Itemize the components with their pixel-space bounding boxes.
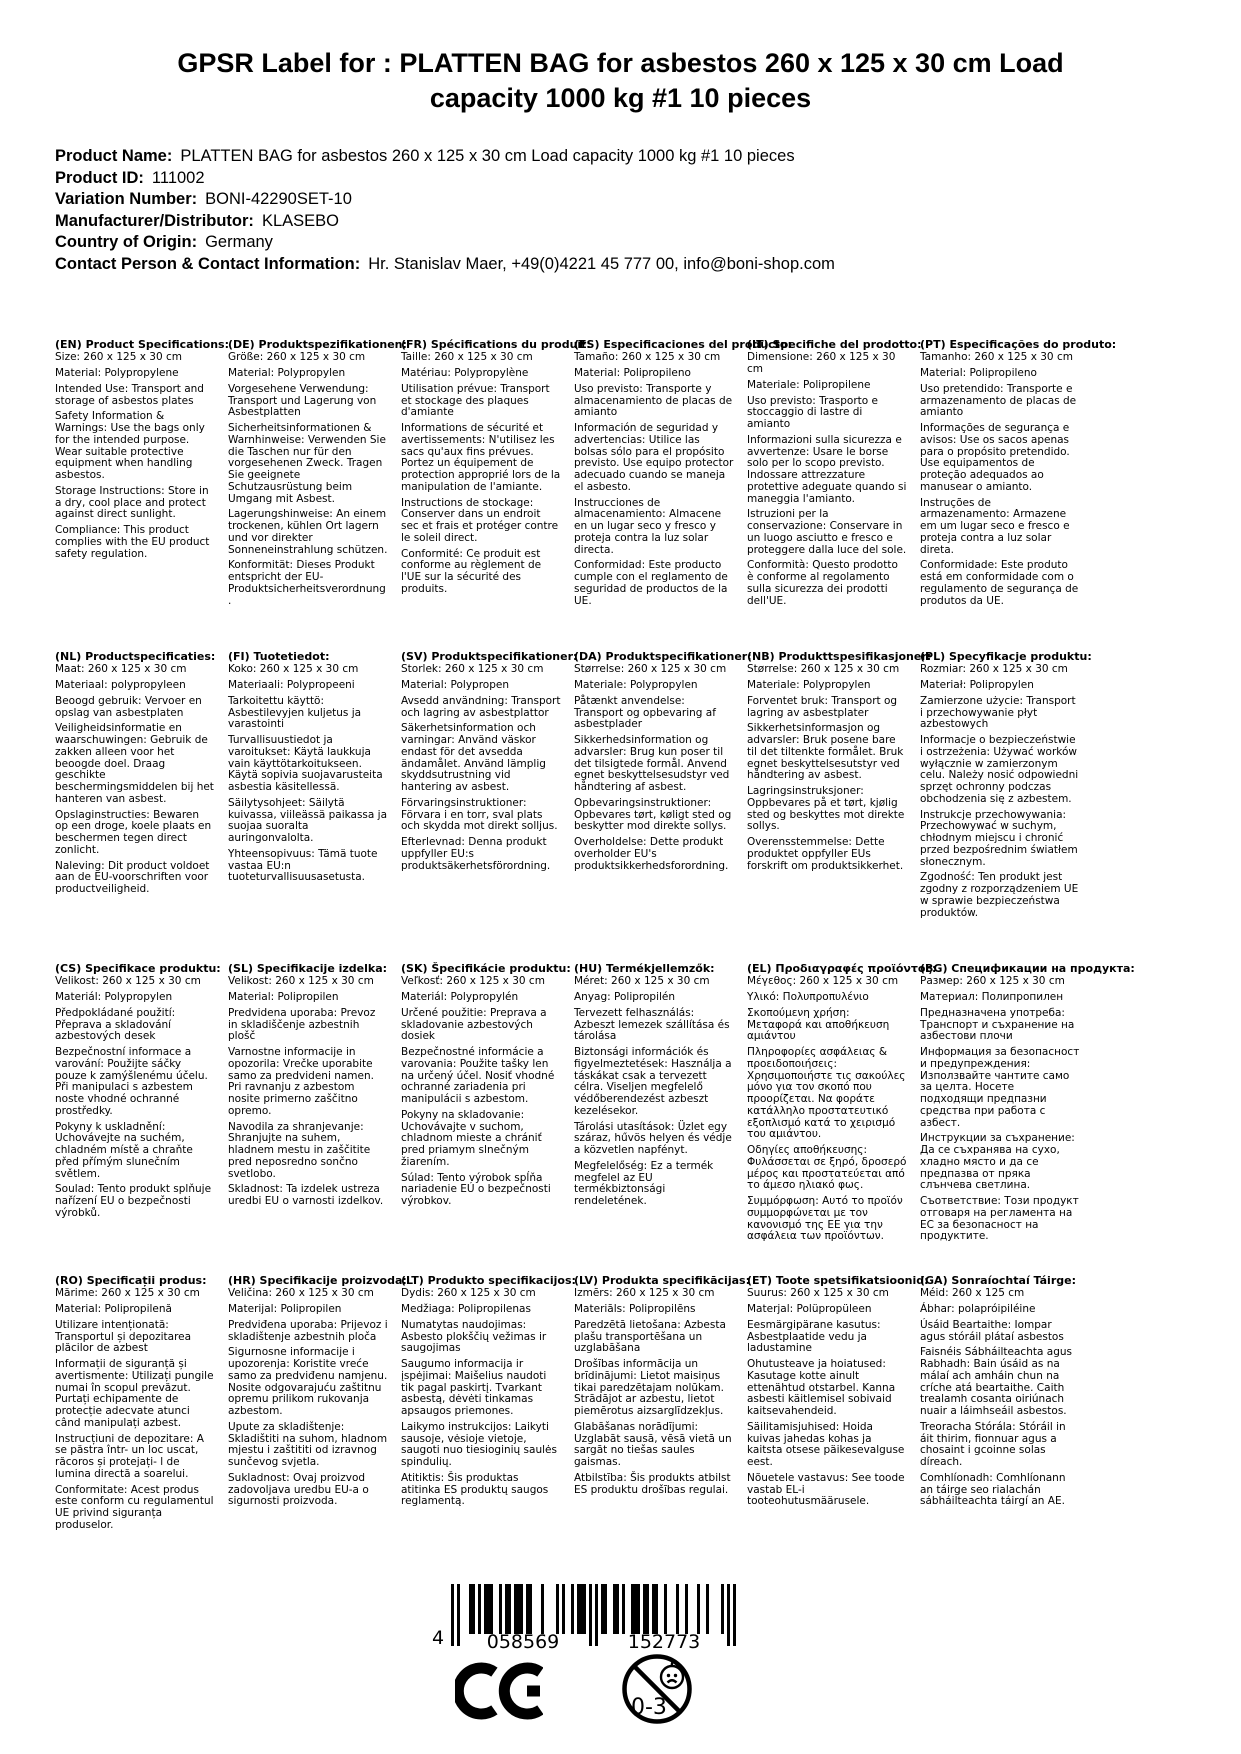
spec-block-header: (HR) Specifikacije proizvoda: (228, 1274, 407, 1287)
manufacturer-label: Manufacturer/Distributor: (55, 211, 254, 230)
spec-block-header: (BG) Спецификации на продукта: (920, 962, 1135, 975)
barcode-right-digits: 152773 (627, 1631, 701, 1650)
spec-paragraph: Størrelse: 260 x 125 x 30 cm (574, 663, 727, 676)
barcode-icon (451, 1584, 736, 1650)
spec-paragraph: Sikkerhedsinformation og advarsler: Brug kun poser til det tilsigtede formål. Anvend egnet beskyttelsesudstyr ved håndtering af asbest. (574, 734, 730, 794)
spec-paragraph: Bezpečnostné informácie a varovania: Použite tašky len na určený účel. Nosiť vhodné ochranné zariadenia pri manipulácii s azbestom. (401, 1046, 555, 1106)
spec-paragraph: Maat: 260 x 125 x 30 cm (55, 663, 187, 676)
spec-paragraph: Laikymo instrukcijos: Laikyti sausoje, vėsioje vietoje, saugoti nuo tiesioginių saulės spindulių. (401, 1420, 557, 1469)
spec-paragraph: Naleving: Dit product voldoet aan de EU-voorschriften voor productveiligheid. (55, 859, 210, 896)
spec-paragraph: Biztonsági információk és figyelmeztetések: Használja a táskákat csak a tervezett célra. Viseljen megfelelő védőberendezést azbeszt kezelésekor. (574, 1046, 732, 1117)
spec-paragraph: Material: Polipropilen (228, 991, 339, 1004)
spec-paragraph: Размер: 260 x 125 x 30 cm (920, 975, 1065, 988)
spec-paragraph: Atitiktis: Šis produktas atitinka ES produktų saugos reglamentą. (401, 1471, 549, 1508)
spec-paragraph: Materiale: Polypropylen (574, 679, 698, 692)
spec-paragraph: Instrukcje przechowywania: Przechowywać w suchym, chłodnym miejscu i chronić przed bezpośrednim światłem słonecznym. (920, 808, 1078, 868)
spec-paragraph: Instrucțiuni de depozitare: A se păstra într- un loc uscat, răcoros și protejați- l de lumina directă a soarelui. (55, 1432, 204, 1480)
spec-paragraph: Informacje o bezpieczeństwie i ostrzeżenia: Używać worków wyłącznie w zamierzonym celu. Należy nosić odpowiedni sprzęt ochronny podczas obchodzenia się z azbestem. (920, 734, 1079, 805)
age-warning-text: 0-3 (631, 1695, 667, 1720)
spec-block-header: (NB) Produkttspesifikasjoner: (747, 650, 932, 663)
spec-paragraph: Conformità: Questo prodotto è conforme al regolamento sulla sicurezza dei prodotti dell'UE. (747, 559, 898, 607)
spec-paragraph: Tárolási utasítások: Üzlet egy száraz, hűvös helyen és védje a közvetlen napfényt. (574, 1120, 732, 1157)
spec-block-sv (401, 650, 578, 963)
spec-paragraph: Méret: 260 x 125 x 30 cm (574, 975, 710, 988)
spec-paragraph: Atbilstība: Šis produkts atbilst ES produktu drošības regulai. (574, 1471, 731, 1496)
spec-paragraph: Istruzioni per la conservazione: Conservare in un luogo asciutto e fresco e proteggere dalla luce del sole. (747, 508, 907, 556)
spec-paragraph: Efterlevnad: Denna produkt uppfyller EU:s produktsäkerhetsförordning. (401, 836, 551, 872)
spec-paragraph: Informații de siguranță și avertismente: Utilizați pungile numai în scopul prevăzut. Purtați echipamente de protecție adecvate atunci când manipulați azbest. (55, 1358, 214, 1429)
spec-paragraph: Materiaal: polypropyleen (55, 679, 186, 692)
spec-paragraph: Material: Polypropen (401, 679, 509, 692)
spec-paragraph: Materiale: Polypropylen (747, 679, 871, 692)
spec-paragraph: Instrucciones de almacenamiento: Almacene en un lugar seco y fresco y proteja contra la luz solar directa. (574, 496, 722, 556)
spec-block-it (747, 338, 922, 651)
spec-paragraph: Comhlíonadh: Comhlíonann an táirge seo rialachán sábháilteachta táirgí an AE. (920, 1471, 1066, 1508)
ce-mark (455, 1662, 543, 1725)
spec-block-header: (EN) Product Specifications: (55, 338, 229, 351)
spec-paragraph: Súlad: Tento výrobok spĺňa nariadenie EÚ o bezpečnosti výrobkov. (401, 1171, 551, 1208)
spec-paragraph: Velikost: 260 x 125 x 30 cm (55, 975, 201, 988)
spec-paragraph: Predvidena uporaba: Prevoz in skladiščenje azbestnih plošč (228, 1006, 376, 1043)
spec-block-header: (HU) Termékjellemzők: (574, 962, 715, 975)
spec-block-header: (IT) Specifiche del prodotto: (747, 338, 922, 351)
spec-block-lt (401, 1274, 576, 1587)
spec-paragraph: Tamanho: 260 x 125 x 30 cm (920, 351, 1073, 364)
spec-paragraph: Sikkerhetsinformasjon og advarsler: Bruk posene bare til det tiltenkte formålet. Bruk egnet beskyttelsesutstyr ved håndtering av asbest. (747, 722, 904, 782)
spec-paragraph: Předpokládané použití: Přeprava a skladování azbestových desek (55, 1006, 176, 1043)
contact-value: Hr. Stanislav Maer, +49(0)4221 45 777 00, info@boni-shop.com (368, 254, 835, 273)
spec-paragraph: Instructions de stockage: Conserver dans un endroit sec et frais et protéger contre le soleil direct. (401, 496, 559, 544)
spec-paragraph: Material: Polipropilenă (55, 1303, 172, 1316)
spec-paragraph: Yhteensopivuus: Tämä tuote vastaa EU:n tuoteturvallisuusasetusta. (228, 847, 378, 884)
spec-paragraph: Предназначена употреба: Транспорт и съхранение на азбестови плочи (920, 1006, 1075, 1043)
spec-paragraph: Size: 260 x 125 x 30 cm (55, 351, 182, 364)
spec-block-header: (NL) Productspecificaties: (55, 650, 216, 663)
spec-paragraph: Paredzētā lietošana: Azbesta plašu transportēšana un uzglabāšana (574, 1318, 726, 1355)
spec-paragraph: Glabāšanas norādījumi: Uzglabāt sausā, vēsā vietā un sargāt no tiešas saules gaismas. (574, 1420, 732, 1469)
spec-paragraph: Uso previsto: Transporte y almacenamiento de placas de amianto (574, 382, 733, 419)
spec-block-header: (CS) Specifikace produktu: (55, 962, 221, 975)
spec-paragraph: Materiál: Polypropylen (55, 991, 173, 1004)
spec-paragraph: Medžiaga: Polipropilenas (401, 1303, 531, 1316)
page-title (0, 46, 1241, 116)
spec-paragraph: Materiál: Polypropylén (401, 991, 519, 1004)
spec-paragraph: Säilytysohjeet: Säilytä kuivassa, viileässä paikassa ja suojaa suoralta auringonvalolta. (228, 796, 388, 845)
spec-paragraph: Opbevaringsinstruktioner: Opbevares tørt, køligt sted og beskytter mod direkte sollys. (574, 796, 732, 833)
spec-paragraph: Größe: 260 x 125 x 30 cm (228, 351, 366, 364)
contact-label: Contact Person & Contact Information: (55, 254, 361, 273)
spec-block-pl (920, 650, 1092, 963)
spec-paragraph: Forventet bruk: Transport og lagring av asbestplater (747, 694, 898, 719)
spec-paragraph: Tarkoitettu käyttö: Asbestilevyjen kuljetus ja varastointi (228, 694, 362, 731)
manufacturer-value: KLASEBO (261, 211, 339, 230)
spec-paragraph: Ábhar: polapróipiléine (920, 1303, 1036, 1316)
spec-paragraph: Materiāls: Polipropilēns (574, 1303, 696, 1316)
spec-paragraph: Lagerungshinweise: An einem trockenen, kühlen Ort lagern und vor direkter Sonneneinstrahlung schützen. (228, 508, 388, 556)
spec-paragraph: Suurus: 260 x 125 x 30 cm (747, 1287, 889, 1300)
spec-block-es (574, 338, 792, 651)
contact-row (55, 254, 1205, 276)
spec-paragraph: Dimensione: 260 x 125 x 30 cm (747, 351, 896, 376)
spec-paragraph: Určené použitie: Preprava a skladovanie azbestových dosiek (401, 1006, 547, 1043)
spec-paragraph: Sicherheitsinformationen & Warnhinweise: Verwenden Sie die Taschen nur für den vorgesehenen Zweck. Tragen Sie geeignete Schutzausrüstung beim Umgang mit Asbest. (228, 422, 386, 505)
spec-paragraph: Soulad: Tento produkt splňuje nařízení EU o bezpečnosti výrobků. (55, 1183, 212, 1219)
spec-paragraph: Инструкции за съхранение: Да се съхранява на сухо, хладно място и да се предпазва от пряка слънчева светлина. (920, 1132, 1075, 1192)
spec-paragraph: Materiał: Polipropylen (920, 679, 1034, 692)
spec-block-header: (PT) Especificações do produto: (920, 338, 1117, 351)
spec-block-header: (LV) Produkta specifikācijas: (574, 1274, 750, 1287)
spec-block-en (55, 338, 229, 651)
spec-paragraph: Zamierzone użycie: Transport i przechowywanie płyt azbestowych (920, 694, 1076, 731)
spec-paragraph: Saugumo informacija ir įspėjimai: Maišelius naudoti tik pagal paskirtį. Tvarkant asbestą, dėvėti tinkamas apsaugos priemones. (401, 1358, 547, 1418)
spec-block-pt (920, 338, 1117, 651)
spec-paragraph: Σκοπούμενη χρήση: Μεταφορά και αποθήκευση αμιάντου (747, 1006, 890, 1043)
product-id-value: 111002 (151, 168, 205, 187)
spec-paragraph: Konformität: Dieses Produkt entspricht der EU-Produktsicherheitsverordnung. (228, 559, 386, 607)
spec-block-header: (SK) Špecifikácie produktu: (401, 962, 571, 975)
spec-paragraph: Overholdelse: Dette produkt overholder EU's produktsikkerhedsforordning. (574, 836, 729, 872)
spec-block-header: (ES) Especificaciones del producto: (574, 338, 792, 351)
spec-paragraph: Информация за безопасност и предупреждения: Използвайте чантите само за целта. Носете подходящи предпазни средства при работа с азбест. (920, 1046, 1080, 1129)
spec-paragraph: Lagringsinstruksjoner: Oppbevares på et tørt, kjølig sted og beskyttes mot direkte sollys. (747, 785, 905, 833)
page-title-line2: capacity 1000 kg #1 10 pieces (429, 83, 812, 114)
spec-paragraph: Vorgesehene Verwendung: Transport und Lagerung von Asbestplatten (228, 382, 377, 419)
spec-paragraph: Conformidad: Este producto cumple con el reglamento de seguridad de productos de la UE. (574, 559, 728, 607)
spec-paragraph: Faisnéis Sábháilteachta agus Rabhadh: Bain úsáid as na málaí ach amháin chun na críche atá beartaithe. Caith trealamh cosanta oiriúnach nuair a láimhseáil asbestos. (920, 1346, 1072, 1418)
barcode-left-digits: 058569 (486, 1631, 560, 1650)
spec-paragraph: Koko: 260 x 125 x 30 cm (228, 663, 359, 676)
spec-paragraph: Informações de segurança e avisos: Use os sacos apenas para o propósito pretendido. Use equipamentos de proteção adequados ao manusear o amianto. (920, 422, 1070, 493)
spec-paragraph: Förvaringsinstruktioner: Förvara i en torr, sval plats och skydda mot direkt solljus. (401, 796, 558, 833)
spec-paragraph: Anyag: Polipropilén (574, 991, 676, 1004)
spec-paragraph: Drošības informācija un brīdinājumi: Lietot maisiņus tikai paredzētajam nolūkam. Strādājot ar azbestu, lietot piemērotus aizsarglīdzekļus. (574, 1358, 724, 1418)
spec-paragraph: Nõuetele vastavus: See toode vastab EL-i tooteohutusmäärusele. (747, 1471, 905, 1508)
spec-paragraph: Съответствие: Този продукт отговаря на регламента на ЕС за безопасност на продуктите. (920, 1195, 1079, 1243)
variation-number-value: BONI-42290SET-10 (205, 190, 352, 208)
spec-paragraph: Turvallisuustiedot ja varoitukset: Käytä laukkuja vain käyttötarkoitukseen. Käytä sopivia suojavarusteita asbestia käsitellessä. (228, 734, 383, 794)
ce-mark-icon (455, 1662, 543, 1720)
age-warning-icon (620, 1650, 694, 1726)
spec-block-header: (FR) Spécifications du produit: (401, 338, 591, 351)
spec-paragraph: Veľkosť: 260 x 125 x 30 cm (401, 975, 545, 988)
country-of-origin-value: Germany (205, 233, 273, 251)
spec-block-header: (SV) Produktspecifikationer: (401, 650, 578, 663)
age-warning-0-3 (620, 1650, 694, 1731)
spec-paragraph: Pokyny na skladovanie: Uchovávajte v suchom, chladnom mieste a chrániť pred priamym slnečným žiarením. (401, 1108, 542, 1168)
spec-paragraph: Mărime: 260 x 125 x 30 cm (55, 1287, 200, 1300)
spec-block-header: (DA) Produktspecifikationer: (574, 650, 752, 663)
spec-paragraph: Material: Polypropylen (228, 367, 346, 380)
spec-paragraph: Tervezett felhasználás: Azbeszt lemezek szállítása és tárolása (574, 1006, 730, 1043)
country-of-origin-label: Country of Origin: (55, 233, 198, 251)
spec-block-bg (920, 962, 1135, 1275)
spec-paragraph: Uso pretendido: Transporte e armazenamento de placas de amianto (920, 382, 1077, 419)
spec-paragraph: Storlek: 260 x 125 x 30 cm (401, 663, 544, 676)
spec-paragraph: Treoracha Stórála: Stóráil in áit thirim, fionnuar agus a chosaint i gcoinne solas díreach. (920, 1420, 1066, 1469)
spec-block-el (747, 962, 937, 1275)
spec-paragraph: Dydis: 260 x 125 x 30 cm (401, 1287, 536, 1300)
spec-block-nb (747, 650, 932, 963)
spec-paragraph: Pokyny k uskladnění: Uchovávejte na suchém, chladném místě a chraňte před přímým slunečním světlem. (55, 1120, 193, 1180)
spec-paragraph: Informazioni sulla sicurezza e avvertenze: Usare le borse solo per lo scopo previsto. Indossare attrezzature protettive adeguate quando si maneggia l'amianto. (747, 433, 907, 505)
spec-block-ro (55, 1275, 215, 1587)
spec-block-header: (GA) Sonraíochtaí Táirge: (920, 1274, 1076, 1287)
spec-block-et (747, 1274, 929, 1587)
spec-paragraph: Påtænkt anvendelse: Transport og opbevaring af asbestplader (574, 694, 716, 731)
spec-paragraph: Velikost: 260 x 125 x 30 cm (228, 975, 374, 988)
spec-paragraph: Материал: Полипропилен (920, 991, 1064, 1004)
spec-block-header: (LT) Produkto specifikacijos: (401, 1274, 576, 1287)
spec-paragraph: Sukladnost: Ovaj proizvod zadovoljava uredbu EU-a o sigurnosti proizvoda. (228, 1471, 369, 1508)
variation-number-row (55, 189, 1205, 211)
spec-paragraph: Οδηγίες αποθήκευσης: Φυλάσσεται σε ξηρό, δροσερό μέρος και προστατεύεται από το άμεσο ηλιακό φως. (747, 1144, 907, 1192)
spec-paragraph: Megfelelőség: Ez a termék megfelel az EU termékbiztonsági rendeletének. (574, 1159, 714, 1208)
spec-block-header: (FI) Tuotetiedot: (228, 650, 330, 663)
spec-paragraph: Ohutusteave ja hoiatused: Kasutage kotte ainult ettenähtud otstarbel. Kanna asbesti käitlemisel sobivaid kaitsevahendeid. (747, 1358, 896, 1418)
spec-paragraph: Predviđena uporaba: Prijevoz i skladištenje azbestnih ploča (228, 1318, 388, 1343)
spec-paragraph: Material: Polipropileno (574, 367, 691, 380)
spec-block-lv (574, 1274, 750, 1587)
spec-block-sk (401, 962, 571, 1275)
barcode-first-digit: 4 (432, 1627, 445, 1649)
spec-block-fr (401, 338, 591, 651)
spec-block-header: (PL) Specyfikacje produktu: (920, 650, 1092, 663)
product-name-value: PLATTEN BAG for asbestos 260 x 125 x 30 cm Load capacity 1000 kg #1 10 pieces (180, 147, 795, 165)
spec-paragraph: Compliance: This product complies with the EU product safety regulation. (55, 524, 210, 560)
spec-paragraph: Izmērs: 260 x 125 x 30 cm (574, 1287, 715, 1300)
spec-paragraph: Utilisation prévue: Transport et stockage des plaques d'amiante (401, 382, 550, 419)
spec-paragraph: Upute za skladištenje: Skladištiti na suhom, hladnom mjestu i zaštititi od izravnog sunčevog svjetla. (228, 1420, 388, 1469)
spec-paragraph: Uso previsto: Trasporto e stoccaggio di lastre di amianto (747, 394, 878, 431)
product-id-label: Product ID: (55, 168, 144, 187)
country-of-origin-row (55, 232, 1205, 254)
spec-block-hr (228, 1274, 407, 1587)
spec-paragraph: Zgodność: Ten produkt jest zgodny z rozporządzeniem UE w sprawie bezpieczeństwa produktów. (920, 871, 1079, 919)
spec-paragraph: Materjal: Polüpropüleen (747, 1303, 872, 1316)
spec-block-header: (SL) Specifikacije izdelka: (228, 962, 388, 975)
ean13-barcode (432, 1584, 736, 1650)
spec-paragraph: Sigurnosne informacije i upozorenja: Koristite vreće samo za predviđenu namjenu. Nosite odgovarajuću zaštitnu opremu prilikom rukovanja azbestom. (228, 1346, 388, 1418)
product-id-row (55, 168, 1205, 190)
spec-paragraph: Materiale: Polipropilene (747, 378, 871, 391)
spec-block-ga (920, 1275, 1080, 1587)
spec-block-da (574, 650, 752, 963)
spec-paragraph: Varnostne informacije in opozorila: Vrečke uporabite samo za predvideni namen. Pri ravnanju z azbestom nosite primerno zaščitno opremo. (228, 1046, 374, 1117)
spec-paragraph: Μέγεθος: 260 x 125 x 30 cm (747, 975, 899, 988)
spec-paragraph: Materiaali: Polypropeeni (228, 679, 355, 692)
spec-paragraph: Material: Polipropileno (920, 367, 1037, 380)
spec-block-header: (DE) Produktspezifikationen: (228, 338, 407, 351)
product-info (55, 146, 1205, 275)
manufacturer-row (55, 211, 1205, 233)
spec-paragraph: Taille: 260 x 125 x 30 cm (401, 351, 533, 364)
spec-block-header: (RO) Specificații produs: (55, 1274, 207, 1287)
spec-paragraph: Méid: 260 x 125 cm (920, 1287, 1025, 1300)
spec-paragraph: Material: Polypropylene (55, 367, 179, 380)
variation-number-label: Variation Number: (55, 190, 198, 208)
spec-paragraph: Conformidade: Este produto está em conformidade com o regulamento de segurança de produtos da UE. (920, 559, 1079, 607)
spec-paragraph: Säkerhetsinformation och varningar: Använd väskor endast för det avsedda ändamålet. Använd lämplig skyddsutrustning vid hantering av asbest. (401, 722, 546, 794)
spec-paragraph: Información de seguridad y advertencias: Utilice las bolsas sólo para el propósito previsto. Use equipo protector adecuado cuando se maneja el asbesto. (574, 422, 734, 493)
spec-paragraph: Rozmiar: 260 x 125 x 30 cm (920, 663, 1068, 676)
spec-paragraph: Intended Use: Transport and storage of asbestos plates (55, 382, 204, 407)
spec-paragraph: Avsedd användning: Transport och lagring av asbestplattor (401, 694, 561, 719)
spec-paragraph: Størrelse: 260 x 125 x 30 cm (747, 663, 900, 676)
spec-paragraph: Skladnost: Ta izdelek ustreza uredbi EU o varnosti izdelkov. (228, 1183, 384, 1208)
spec-paragraph: Materijal: Polipropilen (228, 1303, 342, 1316)
spec-block-nl (55, 651, 215, 963)
spec-block-header: (ET) Toote spetsifikatsioonid: (747, 1274, 929, 1287)
spec-paragraph: Veličina: 260 x 125 x 30 cm (228, 1287, 374, 1300)
spec-paragraph: Eesmärgipärane kasutus: Asbestplaatide vedu ja ladustamine (747, 1318, 881, 1355)
spec-paragraph: Matériau: Polypropylène (401, 367, 529, 380)
spec-paragraph: Säilitamisjuhised: Hoida kuivas jahedas kohas ja kaitsta otsese päikesevalguse eest. (747, 1420, 905, 1469)
spec-paragraph: Συμμόρφωση: Αυτό το προϊόν συμμορφώνεται με τον κανονισμό της ΕΕ για την ασφάλεια των προϊόντων. (747, 1195, 903, 1243)
spec-paragraph: Safety Information & Warnings: Use the bags only for the intended purpose. Wear suitable protective equipment when handling asbestos. (55, 410, 205, 482)
spec-block-cs (55, 962, 221, 1275)
spec-paragraph: Opslaginstructies: Bewaren op een droge, koele plaats en beschermen tegen direct zonlicht. (55, 808, 212, 856)
spec-paragraph: Overensstemmelse: Dette produktet oppfyller EUs forskrift om produktsikkerhet. (747, 836, 904, 872)
spec-paragraph: Navodila za shranjevanje: Shranjujte na suhem, hladnem mestu in zaščitite pred neposredno sončno svetlobo. (228, 1120, 371, 1180)
product-name-row (55, 146, 1205, 168)
spec-paragraph: Informations de sécurité et avertissements: N'utilisez les sacs qu'aux fins prévues. Portez un équipement de protection approprié lors de la manipulation de l'amiante. (401, 422, 561, 493)
spec-block-de (228, 338, 407, 651)
page-title-line1: GPSR Label for : PLATTEN BAG for asbestos 260 x 125 x 30 cm Load (177, 48, 1064, 78)
spec-paragraph: Instruções de armazenamento: Armazene em um lugar seco e fresco e proteja contra a luz solar direta. (920, 496, 1070, 556)
specs-grid (55, 338, 1135, 1587)
product-name-label: Product Name: (55, 147, 173, 165)
spec-paragraph: Tamaño: 260 x 125 x 30 cm (574, 351, 721, 364)
spec-paragraph: Conformitate: Acest produs este conform cu regulamentul UE privind siguranța produselor. (55, 1483, 214, 1531)
spec-paragraph: Υλικό: Πολυπροπυλένιο (747, 991, 869, 1004)
spec-paragraph: Utilizare intenționată: Transportul și depozitarea plăcilor de azbest (55, 1318, 192, 1355)
spec-paragraph: Beoogd gebruik: Vervoer en opslag van asbestplaten (55, 694, 202, 719)
spec-paragraph: Bezpečnostní informace a varování: Použijte sáčky pouze k zamýšlenému účelu. Při manipulaci s azbestem noste vhodné ochranné prostředky. (55, 1046, 208, 1117)
spec-block-header: (EL) Προδιαγραφές προϊόντος: (747, 962, 937, 975)
spec-block-sl (228, 963, 388, 1275)
spec-paragraph: Conformité: Ce produit est conforme au règlement de l'UE sur la sécurité des produits. (401, 547, 542, 595)
spec-paragraph: Storage Instructions: Store in a dry, cool place and protect against direct sunlight. (55, 484, 209, 521)
spec-paragraph: Úsáid Beartaithe: Iompar agus stóráil plátaí asbestos (920, 1318, 1064, 1343)
spec-block-hu (574, 963, 734, 1275)
spec-paragraph: Πληροφορίες ασφάλειας & προειδοποιήσεις: Χρησιμοποιήστε τις σακούλες μόνο για τον σκοπό που προορίζεται. Να φοράτε κατάλληλο προστατευτικό εξοπλισμό κατά το χειρισμό του αμιάντου. (747, 1046, 906, 1141)
spec-paragraph: Numatytas naudojimas: Asbesto plokščių vežimas ir saugojimas (401, 1318, 547, 1355)
spec-paragraph: Veiligheidsinformatie en waarschuwingen: Gebruik de zakken alleen voor het beoogde doel. Draag geschikte beschermingsmiddelen bij het hanteren van asbest. (55, 722, 214, 805)
spec-block-fi (228, 651, 388, 963)
